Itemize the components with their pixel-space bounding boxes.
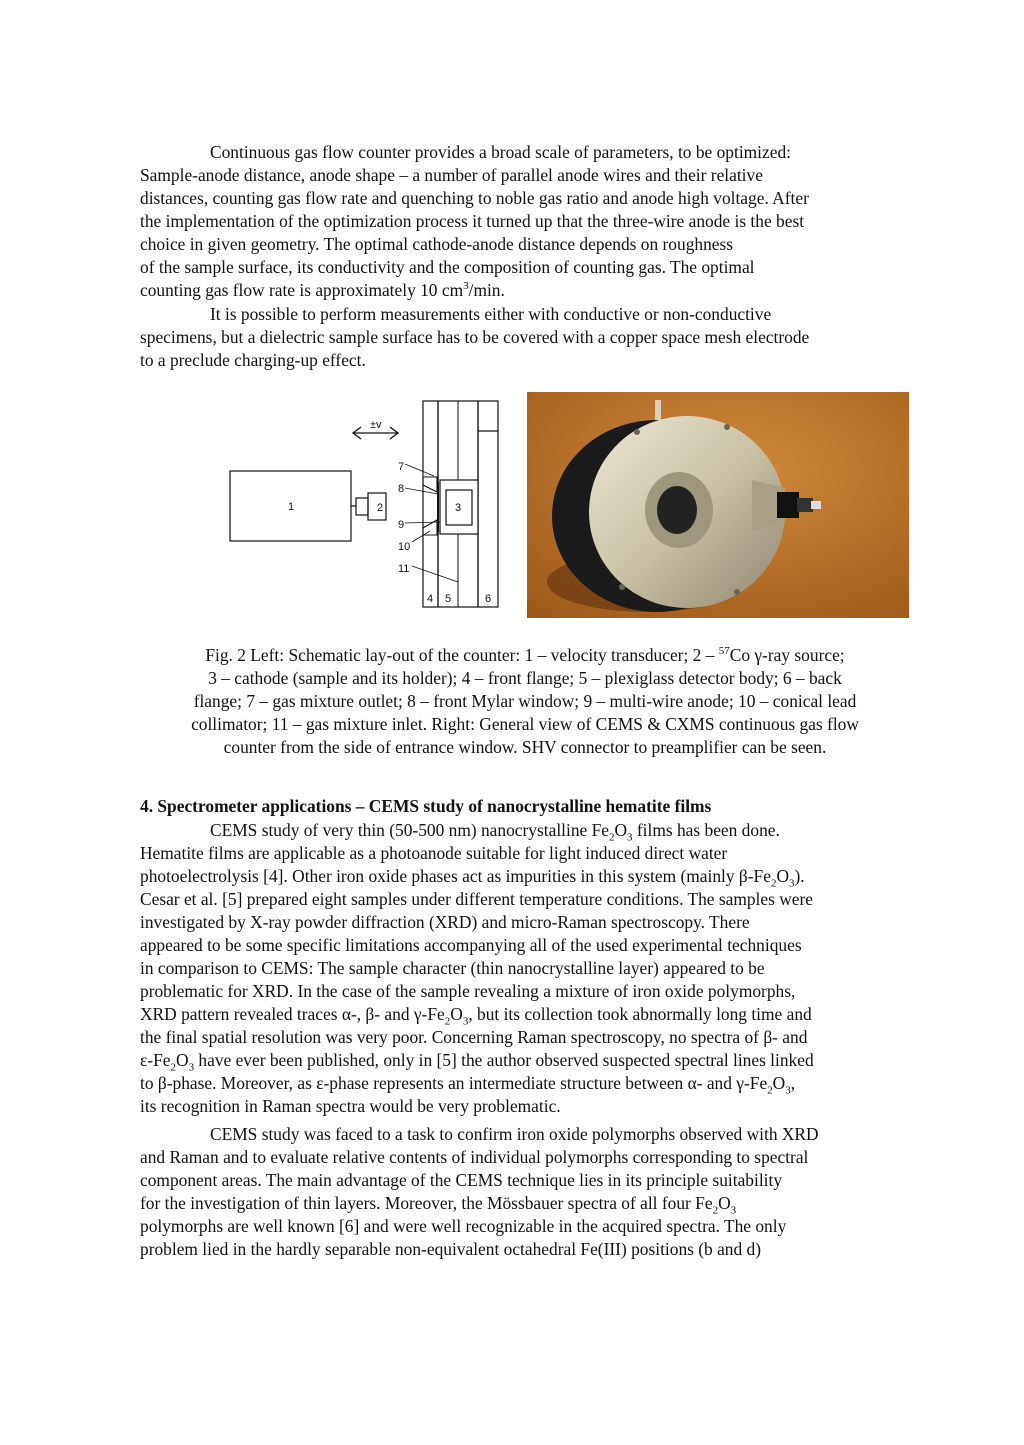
source-holder	[356, 498, 368, 515]
text-line: choice in given geometry. The optimal cathode-anode distance depends on roughness	[140, 234, 734, 254]
text-fragment: CEMS study of very thin (50-500 nm) nanocrystalline Fe	[210, 820, 609, 840]
shv-connector-body	[777, 492, 799, 518]
text-fragment: counting gas flow rate is approximately 10 cm	[140, 280, 464, 300]
subscript: 3	[789, 877, 795, 890]
shv-connector-nut	[797, 498, 813, 512]
text-line	[140, 865, 910, 888]
label-3: 3	[455, 502, 462, 514]
caption-line: counter from the side of entrance window. SHV connector to preamplifier can be seen.	[223, 737, 827, 757]
superscript: 57	[718, 645, 730, 658]
text-line: to a preclude charging-up effect.	[140, 350, 366, 370]
subscript: 3	[188, 1061, 195, 1074]
text-fragment: Co γ-ray source;	[729, 645, 845, 665]
caption-line: flange; 7 – gas mixture outlet; 8 – front Mylar window; 9 – multi-wire anode; 10 – conical lead	[193, 691, 857, 711]
paragraph-hematite-films	[140, 819, 910, 1118]
text-line: CEMS study was faced to a task to confirm iron oxide polymorphs observed with XRD	[210, 1124, 819, 1144]
text-fragment: /min.	[468, 280, 505, 300]
label-6: 6	[485, 593, 492, 605]
subscript: 3	[730, 1204, 737, 1217]
gas-outlet-nozzle	[655, 400, 661, 420]
label-4: 4	[427, 593, 434, 605]
subscript: 3	[785, 1084, 791, 1097]
label-11: 11	[398, 563, 410, 575]
screw	[734, 589, 740, 595]
text-fragment: films has been done.	[632, 820, 780, 840]
counter-photograph	[527, 392, 909, 618]
text-line	[140, 1003, 910, 1026]
text-line: Continuous gas flow counter provides a broad scale of parameters, to be optimized:	[210, 142, 791, 162]
text-line: in comparison to CEMS: The sample character (thin nanocrystalline layer) appeared to be	[140, 958, 765, 978]
leader-9	[405, 522, 440, 523]
text-line: appeared to be some specific limitations accompanying all of the used experimental techniques	[140, 935, 802, 955]
paragraph-specimens	[140, 303, 910, 372]
text-line: its recognition in Raman spectra would be very problematic.	[140, 1096, 561, 1116]
counter-schematic-diagram	[222, 400, 512, 612]
label-9: 9	[398, 519, 405, 531]
label-5: 5	[445, 593, 452, 605]
text-line: It is possible to perform measurements either with conductive or non-conductive	[210, 304, 772, 324]
caption-line: collimator; 11 – gas mixture inlet. Right: General view of CEMS & CXMS continuous gas flow	[191, 714, 859, 734]
text-line: problem lied in the hardly separable non-equivalent octahedral Fe(III) positions (b and d)	[140, 1239, 762, 1259]
subscript: 2	[170, 1061, 176, 1074]
subscript: 3	[462, 1015, 469, 1028]
screw	[724, 424, 730, 430]
paragraph-gas-flow-parameters	[140, 141, 910, 302]
text-line: component areas. The main advantage of the CEMS technique lies in its principle suitability	[140, 1170, 783, 1190]
text-fragment: for the investigation of thin layers. Moreover, the Mössbauer spectra of all four Fe	[140, 1193, 713, 1213]
label-2: 2	[377, 502, 384, 514]
caption-line	[140, 644, 910, 667]
text-fragment: O	[776, 866, 789, 886]
text-fragment: have ever been published, only in [5] the author observed suspected spectral lines linked	[194, 1050, 814, 1070]
screw	[619, 584, 625, 590]
text-line: distances, counting gas flow rate and quenching to noble gas ratio and anode high voltage. After	[140, 188, 809, 208]
text-fragment: XRD pattern revealed traces α-, β- and γ-Fe	[140, 1004, 445, 1024]
text-line: Sample-anode distance, anode shape – a number of parallel anode wires and their relative	[140, 165, 763, 185]
voltage-label: ±v	[370, 419, 382, 431]
shv-connector-pin	[811, 501, 821, 509]
text-line: the final spatial resolution was very poor. Concerning Raman spectroscopy, no spectra of β- and	[140, 1027, 808, 1047]
figure-caption	[140, 644, 910, 759]
subscript: 2	[770, 877, 777, 890]
front-flange	[423, 401, 438, 607]
text-line: of the sample surface, its conductivity and the composition of counting gas. The optimal	[140, 257, 755, 277]
text-line	[140, 1049, 910, 1072]
collimator-top	[423, 477, 437, 492]
text-line	[140, 819, 910, 842]
text-line	[140, 279, 910, 302]
text-line: the implementation of the optimization process it turned up that the three-wire anode is the best	[140, 211, 805, 231]
text-fragment: ).	[794, 866, 805, 886]
label-1: 1	[288, 501, 295, 513]
text-line: Hematite films are applicable as a photoanode suitable for light induced direct water	[140, 843, 728, 863]
leader-10	[412, 531, 430, 542]
label-8: 8	[398, 483, 405, 495]
entrance-window	[657, 486, 697, 534]
leader-7	[405, 464, 434, 476]
subscript: 2	[444, 1015, 451, 1028]
text-fragment: ε-Fe	[140, 1050, 171, 1070]
label-7: 7	[398, 461, 405, 473]
superscript: 3	[463, 280, 469, 293]
text-fragment: O	[176, 1050, 189, 1070]
text-fragment: to β-phase. Moreover, as ε-phase represents an intermediate structure between α- and γ-Fe	[140, 1073, 768, 1093]
text-fragment: photoelectrolysis [4]. Other iron oxide phases act as impurities in this system (mainly β-Fe	[140, 866, 771, 886]
subscript: 2	[767, 1084, 773, 1097]
text-line: polymorphs are well known [6] and were well recognizable in the acquired spectra. The only	[140, 1216, 787, 1236]
text-fragment: , but its collection took abnormally long time and	[468, 1004, 812, 1024]
text-fragment: ,	[790, 1073, 796, 1093]
subscript: 2	[608, 831, 615, 844]
text-line	[140, 1072, 910, 1095]
text-line: problematic for XRD. In the case of the sample revealing a mixture of iron oxide polymorphs,	[140, 981, 796, 1001]
back-flange	[478, 401, 498, 607]
paragraph-cems-study	[140, 1123, 910, 1261]
subscript: 3	[627, 831, 633, 844]
text-fragment: O	[450, 1004, 463, 1024]
caption-line: 3 – cathode (sample and its holder); 4 – front flange; 5 – plexiglass detector body; 6 – back	[208, 668, 842, 688]
subscript: 2	[712, 1204, 719, 1217]
text-line: investigated by X-ray powder diffraction (XRD) and micro-Raman spectroscopy. There	[140, 912, 750, 932]
text-line: specimens, but a dielectric sample surface has to be covered with a copper space mesh electrode	[140, 327, 810, 347]
text-fragment: Fig. 2 Left: Schematic lay-out of the counter: 1 – velocity transducer; 2 –	[205, 645, 719, 665]
text-fragment: O	[772, 1073, 786, 1093]
label-10: 10	[398, 541, 411, 553]
text-fragment: O	[718, 1193, 731, 1213]
text-line: Cesar et al. [5] prepared eight samples under different temperature conditions. The samples were	[140, 889, 813, 909]
section-heading: 4. Spectrometer applications – CEMS study of nanocrystalline hematite films	[140, 796, 712, 816]
text-fragment: O	[614, 820, 628, 840]
leader-8	[405, 488, 438, 494]
text-line: and Raman and to evaluate relative contents of individual polymorphs corresponding to spectral	[140, 1147, 809, 1167]
leader-11	[412, 566, 458, 582]
screw	[634, 429, 640, 435]
text-line	[140, 1192, 910, 1215]
